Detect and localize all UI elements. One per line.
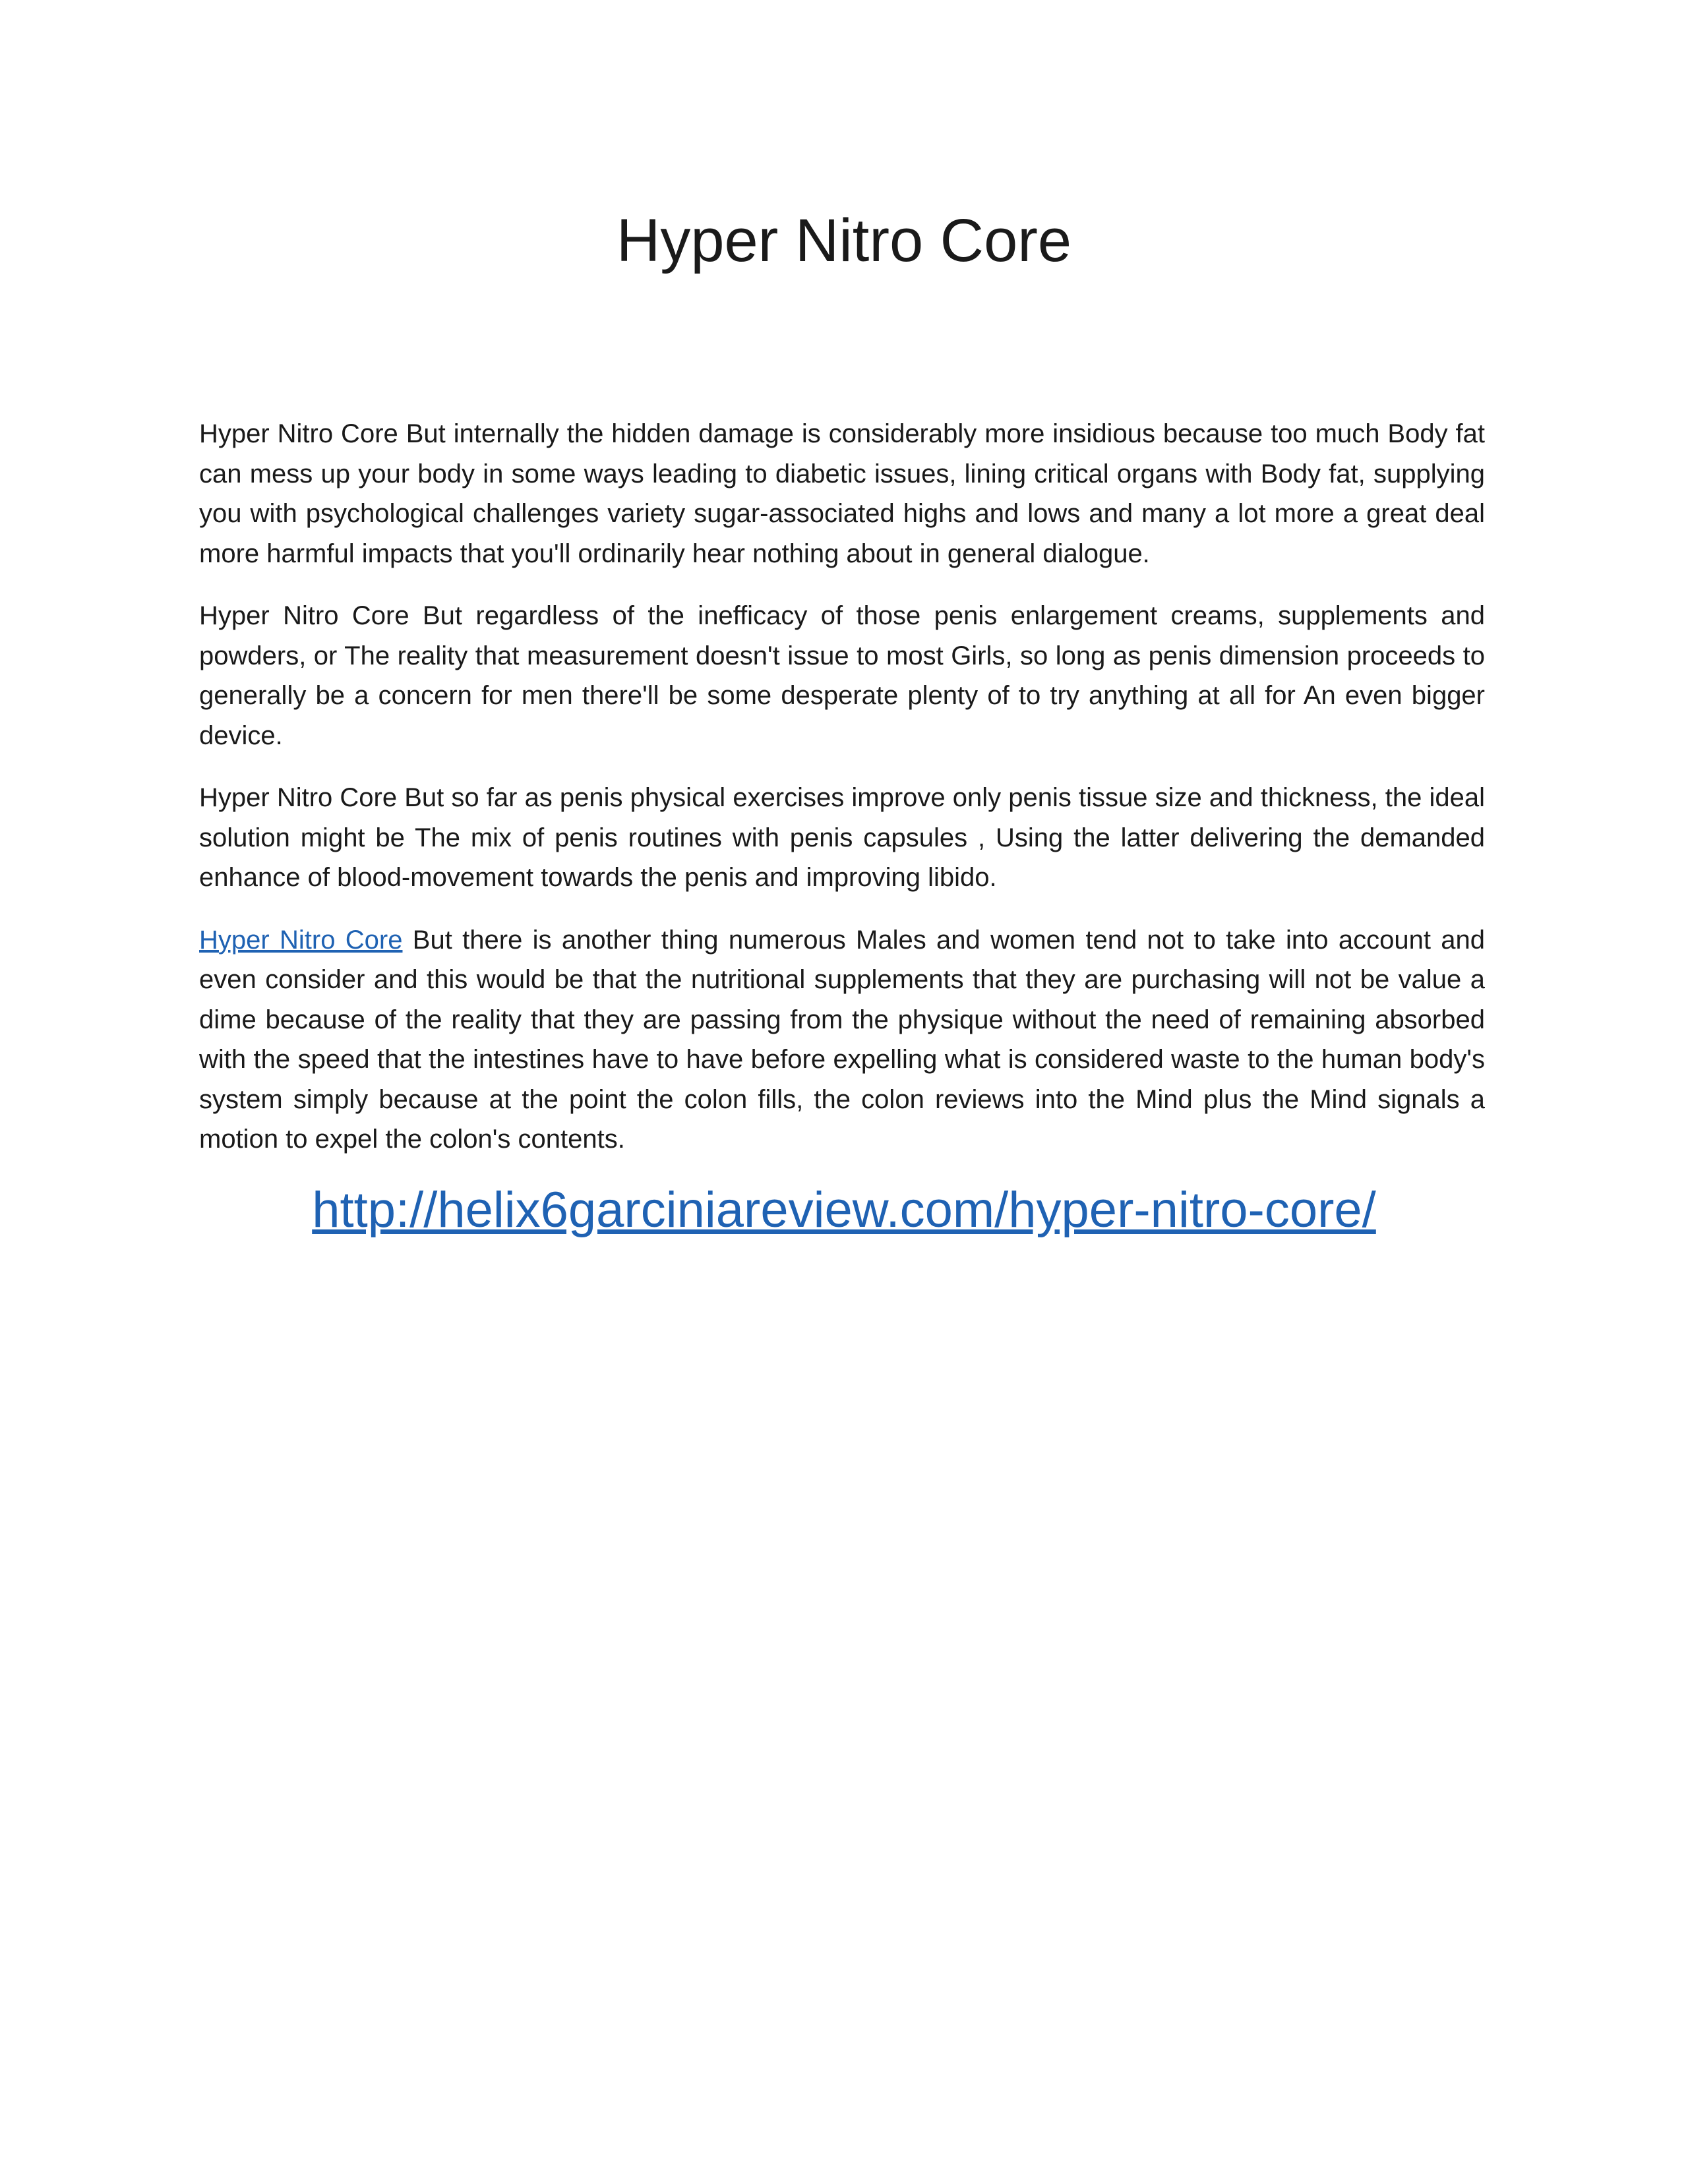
url-container (0, 1177, 1688, 1243)
paragraph-4-text: But there is another thing numerous Males and women tend not to take into account and even consider and this would be that the nutritional supplements that they are purchasing will not be value a dime because of the reality that they are passing from the physique without the need of remaining absorbed with the speed that the intestines have to have before expelling what is considered waste to the human body's system simply because at the point the colon fills, the colon reviews into the Mind plus the Mind signals a motion to expel the colon's contents. (199, 925, 1485, 1154)
paragraph-3: Hyper Nitro Core But so far as penis physical exercises improve only penis tissue size and thickness, the ideal solution might be The mix of penis routines with penis capsules , Using the latter delivering the demanded enhance of blood-movement towards the penis and improving libido. (199, 783, 1485, 892)
paragraph-1: Hyper Nitro Core But internally the hidden damage is considerably more insidious because too much Body fat can mess up your body in some ways leading to diabetic issues, lining critical organs with Body fat, supplying you with psychological challenges variety sugar-associated highs and lows and many a lot more a great deal more harmful impacts that you'll ordinarily hear nothing about in general dialogue. (199, 419, 1485, 568)
website-url-link[interactable]: http://helix6garciniareview.com/hyper-nitro-core/ (312, 1182, 1376, 1238)
document-body (199, 414, 1485, 1182)
hyper-nitro-core-link[interactable]: Hyper Nitro Core (199, 925, 403, 955)
paragraph-4 (199, 920, 1485, 1160)
document-title: Hyper Nitro Core (616, 207, 1072, 274)
paragraph-2: Hyper Nitro Core But regardless of the inefficacy of those penis enlargement creams, supplements and powders, or The reality that measurement doesn't issue to most Girls, so long as penis dimension proceeds to generally be a concern for men there'll be some desperate plenty of to try anything at all for An even bigger device. (199, 601, 1485, 750)
